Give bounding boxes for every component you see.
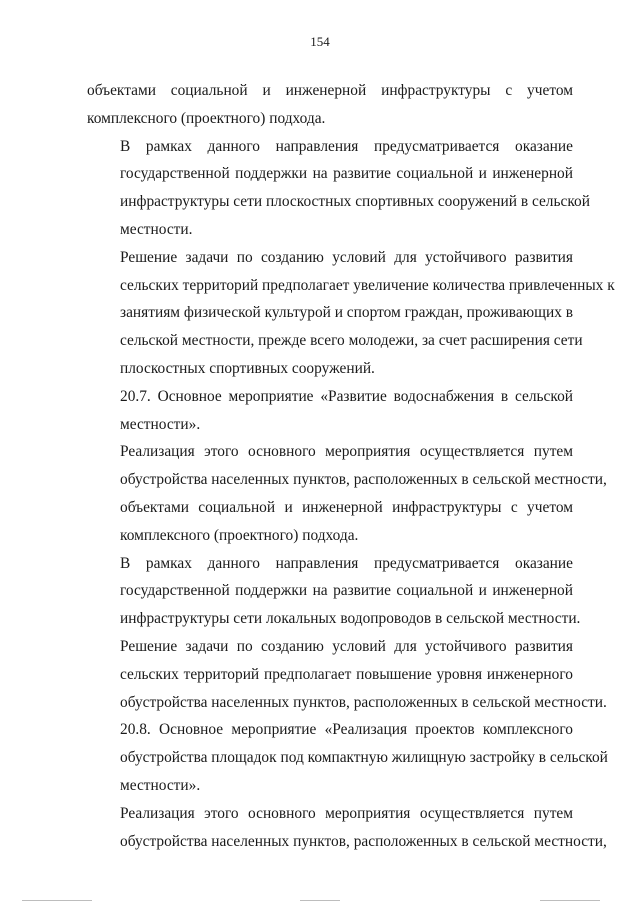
text-line: Реализация этого основного мероприятия осуществляется путем <box>120 443 573 461</box>
text-line: комплексного (проектного) подхода. <box>87 109 326 127</box>
text-line: комплексного (проектного) подхода. <box>120 526 359 544</box>
scan-edge-mark <box>22 900 92 901</box>
text-line: местности». <box>120 776 201 794</box>
text-line: Реализация этого основного мероприятия осуществляется путем <box>120 804 573 822</box>
text-line: местности. <box>120 220 193 238</box>
text-line: инфраструктуры сети плоскостных спортивных сооружений в сельской <box>120 193 590 211</box>
text-line: 20.7. Основное мероприятие «Развитие водоснабжения в сельской <box>120 387 573 405</box>
text-line: сельской местности, прежде всего молодежи, за счет расширения сети <box>120 332 583 350</box>
text-line: государственной поддержки на развитие социальной и инженерной <box>120 165 573 183</box>
paragraph <box>87 77 573 133</box>
text-line: плоскостных спортивных сооружений. <box>120 359 375 377</box>
text-line: объектами социальной и инженерной инфраструктуры с учетом <box>87 82 573 99</box>
text-line: сельских территорий предполагает повышение уровня инженерного <box>120 665 573 683</box>
page-number: 154 <box>310 34 330 49</box>
scan-edge-mark <box>540 900 600 901</box>
text-line: обустройства населенных пунктов, расположенных в сельской местности, <box>120 471 607 489</box>
text-line: объектами социальной и инженерной инфраструктуры с учетом <box>120 498 573 516</box>
text-line: инфраструктуры сети локальных водопроводов в сельской местности. <box>120 610 581 628</box>
text-line: В рамках данного направления предусматривается оказание <box>120 554 573 572</box>
paragraph <box>87 133 590 244</box>
paragraph <box>87 633 607 716</box>
text-line: обустройства площадок под компактную жилищную застройку в сельской <box>120 749 608 767</box>
text-line: обустройства населенных пунктов, расположенных в сельской местности. <box>120 693 607 711</box>
text-line: Решение задачи по созданию условий для устойчивого развития <box>120 637 573 655</box>
document-body <box>87 77 615 855</box>
scan-edge-mark <box>300 900 340 901</box>
paragraph <box>87 550 581 633</box>
text-line: местности». <box>120 415 201 433</box>
text-line: государственной поддержки на развитие социальной и инженерной <box>120 582 573 600</box>
paragraph <box>87 716 608 799</box>
paragraph <box>87 383 573 439</box>
text-line: 20.8. Основное мероприятие «Реализация проектов комплексного <box>120 721 573 739</box>
paragraph <box>87 244 615 383</box>
text-line: В рамках данного направления предусматривается оказание <box>120 137 573 155</box>
text-line: Решение задачи по созданию условий для устойчивого развития <box>120 248 573 266</box>
text-line: обустройства населенных пунктов, расположенных в сельской местности, <box>120 832 607 850</box>
paragraph <box>87 438 607 549</box>
paragraph <box>87 800 607 856</box>
text-line: занятиям физической культурой и спортом граждан, проживающих в <box>120 304 574 322</box>
text-line: сельских территорий предполагает увеличение количества привлеченных к <box>120 276 615 294</box>
